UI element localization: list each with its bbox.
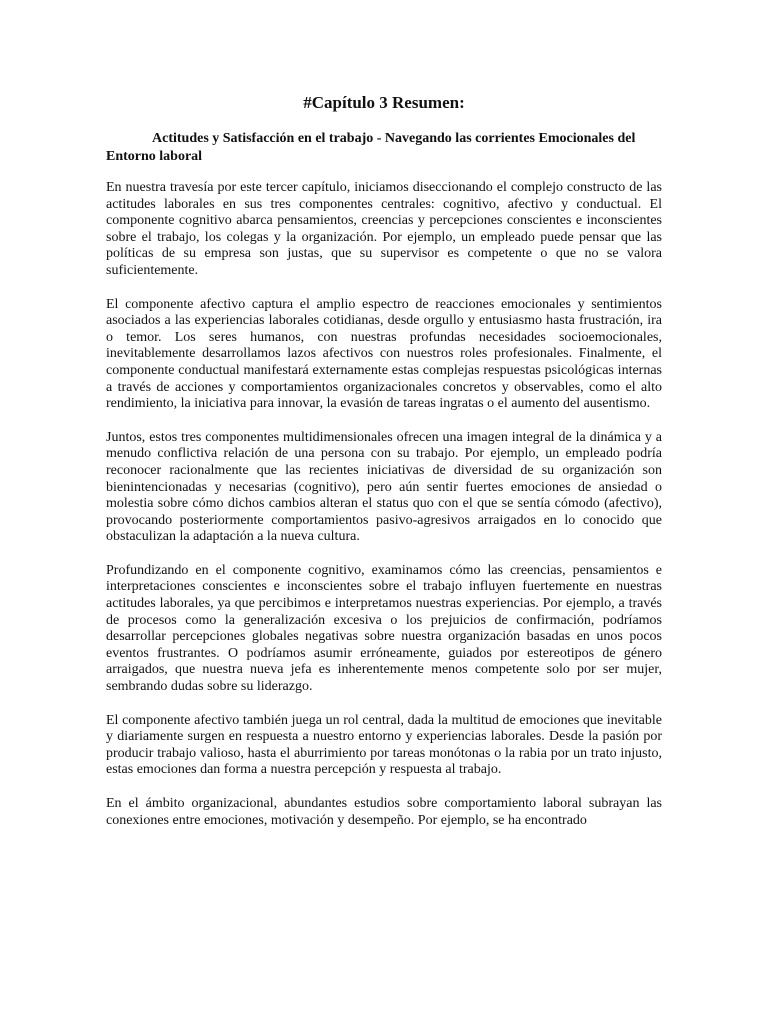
paragraph-2: El componente afectivo captura el amplio espectro de reacciones emocionales y sentimientos asociados a las experiencias laborales cotidianas, desde orgullo y entusiasmo hasta frustración, ira o temor. Los seres humanos, con nuestras profundas necesidades socioemocionales, inevitablemente desarrollamos lazos afectivos con nuestros roles profesionales. Finalmente, el componente conductual manifestará externamente estas complejas respuestas psicológicas internas a través de acciones y comportamientos organizacionales concretos y observables, como el alto rendimiento, la iniciativa para innovar, la evasión de tareas ingratas o el aumento del ausentismo. [106,296,662,412]
paragraph-5: El componente afectivo también juega un rol central, dada la multitud de emociones que inevitable y diariamente surgen en respuesta a nuestro entorno y experiencias laborales. Desde la pasión por producir trabajo valioso, hasta el aburrimiento por tareas monótonas o la rabia por un trato injusto, estas emociones dan forma a nuestra percepción y respuesta al trabajo. [106,712,662,778]
chapter-title: #Capítulo 3 Resumen: [303,93,465,112]
chapter-subtitle: Actitudes y Satisfacción en el trabajo - Navegando las corrientes Emocionales del Entorno laboral [106,131,636,164]
paragraph-1: En nuestra travesía por este tercer capítulo, iniciamos diseccionando el complejo constructo de las actitudes laborales en sus tres componentes centrales: cognitivo, afectivo y conductual. El componente cognitivo abarca pensamientos, creencias y percepciones conscientes e inconscientes sobre el trabajo, los colegas y la organización. Por ejemplo, un empleado puede pensar que las políticas de su empresa son justas, que su supervisor es competente o que no se valora suficientemente. [106,180,662,278]
paragraph-4: Profundizando en el componente cognitivo, examinamos cómo las creencias, pensamientos e interpretaciones conscientes e inconscientes sobre el trabajo influyen fuertemente en nuestras actitudes laborales, ya que percibimos e interpretamos nuestras experiencias. Por ejemplo, a través de procesos como la generalización excesiva o los prejuicios de confirmación, podríamos desarrollar percepciones globales negativas sobre nuestra organización basadas en unos pocos eventos frustrantes. O podríamos asumir erróneamente, guiados por estereotipos de género arraigados, que nuestra nueva jefa es inherentemente menos competente solo por ser mujer, sembrando dudas sobre su liderazgo. [106,562,662,695]
paragraph-6: En el ámbito organizacional, abundantes estudios sobre comportamiento laboral subrayan las conexiones entre emociones, motivación y desempeño. Por ejemplo, se ha encontrado [106,796,662,828]
document-page [106,92,662,846]
paragraph-3: Juntos, estos tres componentes multidimensionales ofrecen una imagen integral de la dinámica y a menudo conflictiva relación de una persona con su trabajo. Por ejemplo, un empleado podría reconocer racionalmente que las recientes iniciativas de diversidad de su organización son bienintencionadas y necesarias (cognitivo), pero aún sentir fuertes emociones de ansiedad o molestia sobre cómo dichos cambios alteran el status quo con el que se sentía cómodo (afectivo), provocando posteriormente comportamientos pasivo-agresivos arraigados en lo conocido que obstaculizan la adaptación a la nueva cultura. [106,429,662,545]
